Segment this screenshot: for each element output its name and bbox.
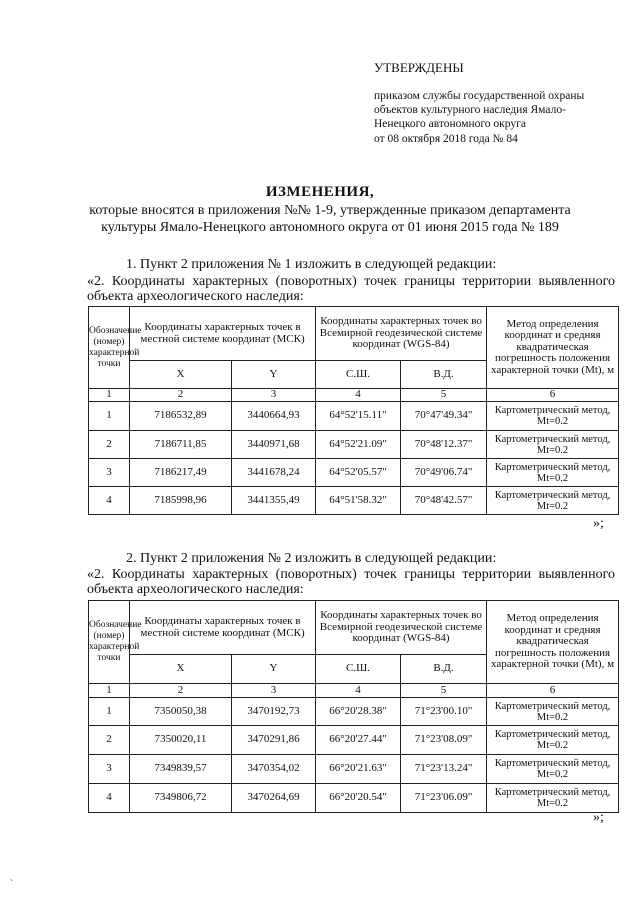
header-lon: В.Д. [401,655,487,684]
document-title: ИЗМЕНЕНИЯ, [265,184,375,200]
cell-lon: 70°48'12.37" [401,431,487,459]
section-2-item: 2. Пункт 2 приложения № 2 изложить в следующей редакции: [126,551,497,566]
cell-x: 7186217,49 [130,459,232,487]
cell-lon: 70°48'42.57" [401,487,487,515]
cell-x: 7185998,96 [130,487,232,515]
header-y: Y [232,655,316,684]
header-y: Y [232,361,316,389]
cell-lat: 66°20'20.54" [316,784,401,813]
coordinates-table-2 [88,600,619,813]
cell-y: 3441678,24 [232,459,316,487]
cell-lon: 71°23'00.10" [401,698,487,726]
table-row [89,431,619,459]
cell-method: Картометрический метод, Mt=0.2 [487,698,619,726]
column-number: 5 [401,684,487,698]
column-number: 5 [401,389,487,402]
cell-point-number: 1 [89,698,130,726]
column-number: 6 [487,389,619,402]
column-number-row [89,684,619,698]
closing-quote: »; [593,516,604,531]
stray-mark: ` [10,878,13,888]
cell-method: Картометрический метод, Mt=0.2 [487,487,619,515]
cell-x: 7350020,11 [130,726,232,755]
cell-y: 3470192,73 [232,698,316,726]
cell-method: Картометрический метод, Mt=0.2 [487,784,619,813]
cell-point-number: 2 [89,726,130,755]
cell-method: Картометрический метод, Mt=0.2 [487,431,619,459]
approval-line: от 08 октября 2018 года № 84 [374,132,518,145]
cell-lat: 66°20'27.44" [316,726,401,755]
cell-lat: 64°51'58.32" [316,487,401,515]
cell-lon: 70°49'06.74" [401,459,487,487]
header-lon: В.Д. [401,361,487,389]
cell-method: Картометрический метод, Mt=0.2 [487,755,619,784]
cell-point-number: 3 [89,459,130,487]
header-method: Метод определения координат и средняя квадратическая погрешность положения характерной точки (Mt), м [487,601,619,684]
header-x: X [130,655,232,684]
table-row [89,755,619,784]
cell-lat: 64°52'05.57" [316,459,401,487]
column-number: 4 [316,684,401,698]
column-number: 2 [130,389,232,402]
cell-x: 7349839,57 [130,755,232,784]
header-designation: Обозначение (номер) характерной точки [89,601,130,684]
header-lat: С.Ш. [316,361,401,389]
column-number: 2 [130,684,232,698]
column-number-row [89,389,619,402]
header-msk: Координаты характерных точек в местной системе координат (МСК) [130,601,316,655]
section-2-heading: «2. Координаты характерных (поворотных) точек границы территории выявленного объекта археологического наследия: [87,567,615,597]
cell-point-number: 3 [89,755,130,784]
cell-point-number: 2 [89,431,130,459]
header-method: Метод определения координат и средняя квадратическая погрешность положения характерной точки (Mt), м [487,307,619,389]
cell-method: Картометрический метод, Mt=0.2 [487,459,619,487]
approval-line: приказом службы государственной охраны [374,90,585,102]
cell-lat: 66°20'28.38" [316,698,401,726]
cell-point-number: 4 [89,487,130,515]
column-number: 3 [232,389,316,402]
cell-lon: 71°23'13.24" [401,755,487,784]
header-lat: С.Ш. [316,655,401,684]
table-row [89,726,619,755]
cell-lat: 64°52'15.11" [316,402,401,431]
cell-x: 7349806,72 [130,784,232,813]
header-wgs: Координаты характерных точек во Всемирной геодезической системе координат (WGS-84) [316,601,487,655]
header-designation: Обозначение (номер) характерной точки [89,307,130,389]
cell-y: 3440664,93 [232,402,316,431]
subtitle-line: культуры Ямало-Ненецкого автономного округа от 01 июня 2015 года № 189 [101,219,559,235]
cell-y: 3470354,02 [232,755,316,784]
section-1-heading: «2. Координаты характерных (поворотных) точек границы территории выявленного объекта археологического наследия: [87,274,615,304]
cell-x: 7186532,89 [130,402,232,431]
cell-lat: 66°20'21.63" [316,755,401,784]
cell-method: Картометрический метод, Mt=0.2 [487,726,619,755]
column-number: 1 [89,389,130,402]
cell-y: 3470264,69 [232,784,316,813]
approval-block [374,89,584,146]
header-msk: Координаты характерных точек в местной системе координат (МСК) [130,307,316,361]
table-row [89,698,619,726]
column-number: 6 [487,684,619,698]
cell-y: 3440971,68 [232,431,316,459]
approval-heading: УТВЕРЖДЕНЫ [374,60,464,75]
cell-lon: 71°23'08.09" [401,726,487,755]
cell-lat: 64°52'21.09" [316,431,401,459]
cell-x: 7350050,38 [130,698,232,726]
cell-point-number: 1 [89,402,130,431]
coordinates-table-1 [88,306,619,515]
table-row [89,459,619,487]
header-x: X [130,361,232,389]
table-row [89,784,619,813]
subtitle-line: которые вносятся в приложения №№ 1-9, утвержденные приказом департамента [89,203,571,218]
table-row [89,402,619,431]
header-wgs: Координаты характерных точек во Всемирной геодезической системе координат (WGS-84) [316,307,487,361]
cell-lon: 70°47'49.34" [401,402,487,431]
document-subtitle [80,203,580,236]
section-1-item: 1. Пункт 2 приложения № 1 изложить в следующей редакции: [126,257,497,272]
approval-line: объектов культурного наследия Ямало- [374,104,566,117]
cell-point-number: 4 [89,784,130,813]
cell-method: Картометрический метод, Mt=0.2 [487,402,619,431]
approval-line: Ненецкого автономного округа [374,118,526,131]
cell-y: 3441355,49 [232,487,316,515]
cell-y: 3470291,86 [232,726,316,755]
closing-quote: »; [593,810,604,825]
table-row [89,487,619,515]
column-number: 1 [89,684,130,698]
column-number: 4 [316,389,401,402]
cell-x: 7186711,85 [130,431,232,459]
cell-lon: 71°23'06.09" [401,784,487,813]
column-number: 3 [232,684,316,698]
